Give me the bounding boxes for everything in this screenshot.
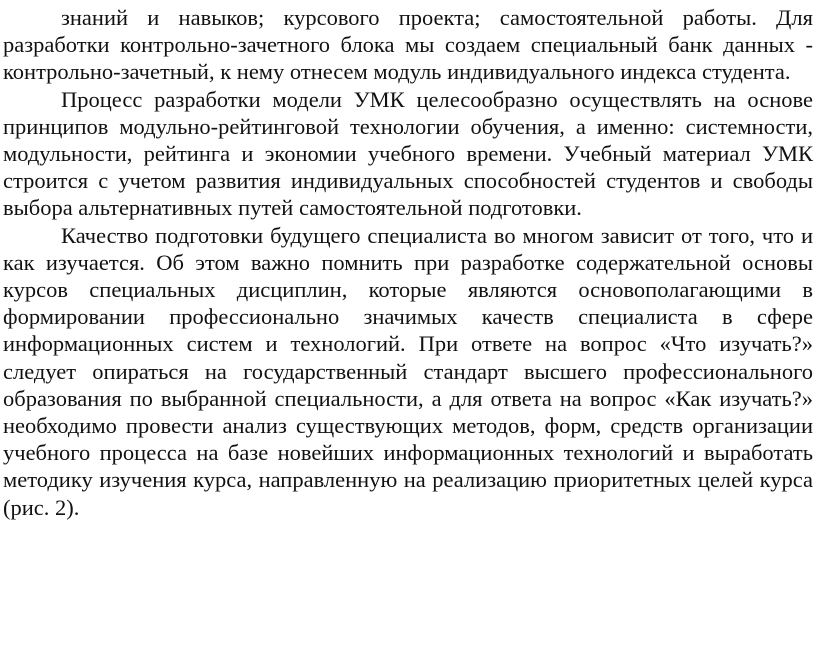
paragraph-3: Качество подготовки будущего специалиста во многом зависит от того, что и как изучается. Об этом важно помнить при разработке содержательной основы курсов специальных дисциплин, которые являются основополагающими в формировании профессионально значимых качеств специалиста в сфере информационных систем и технологий. При ответе на вопрос «Что изучать?» следует опираться на государственный стандарт высшего профессионального образования по выбранной специальности, а для ответа на вопрос «Как изучать?» необходимо провести анализ существующих методов, форм, средств организации учебного процесса на базе новейших информационных технологий и выработать методику изучения курса, направленную на реализацию приоритетных целей курса (рис. 2). xyxy=(3,222,813,520)
paragraph-1: знаний и навыков; курсового проекта; самостоятельной работы. Для разработки контрольно-зачетного блока мы создаем специальный банк данных - контрольно-зачетный, к нему отнесем модуль индивидуального индекса студента. xyxy=(3,5,813,85)
document-page xyxy=(3,4,813,521)
paragraph-2: Процесс разработки модели УМК целесообразно осуществлять на основе принципов модульно-рейтинговой технологии обучения, а именно: системности, модульности, рейтинга и экономии учебного времени. Учебный материал УМК строится с учетом развития индивидуальных способностей студентов и свободы выбора альтернативных путей самостоятельной подготовки. xyxy=(3,86,813,221)
